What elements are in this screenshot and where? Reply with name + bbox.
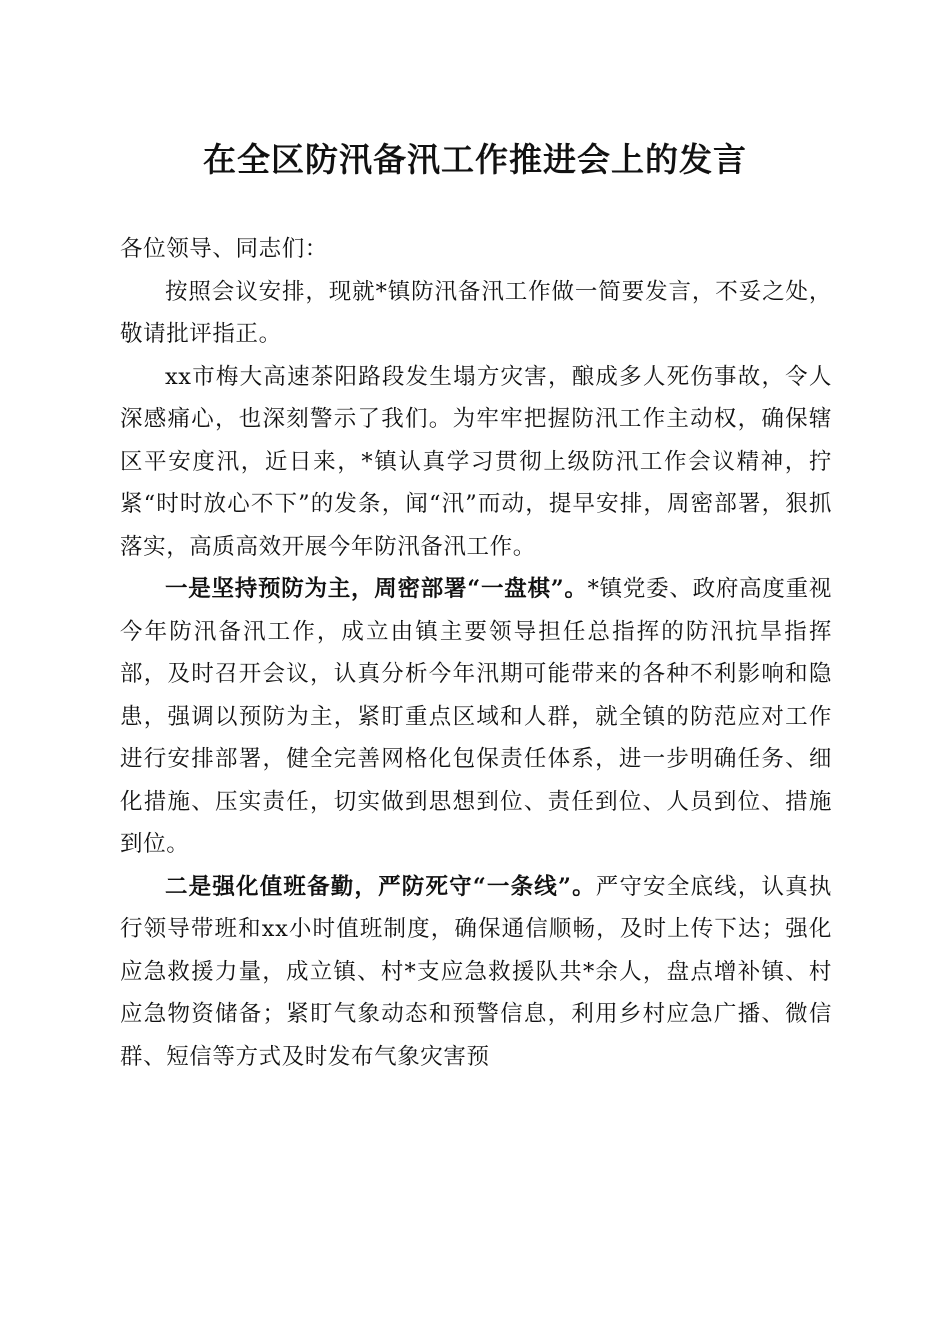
paragraph-text: *镇党委、政府高度重视今年防汛备汛工作，成立由镇主要领导担任总指挥的防汛抗旱指挥部，及时召开会议，认真分析今年汛期可能带来的各种不利影响和隐患，强调以预防为主，紧盯重点区域和人群，就全镇的防范应对工作进行安排部署，健全完善网格化包保责任体系，进一步明确任务、细化措施、压实责任，切实做到思想到位、责任到位、人员到位、措施到位。	[120, 576, 832, 857]
paragraph-lead: 二是强化值班备勤，严防死守“一条线”。	[165, 873, 596, 900]
paragraph-text: 严守安全底线，认真执行领导带班和xx小时值班制度，确保通信顺畅，及时上传下达；强化应急救援力量，成立镇、村*支应急救援队共*余人，盘点增补镇、村应急物资储备；紧盯气象动态和预警信息，利用乡村应急广播、微信群、短信等方式及时发布气象灾害预	[120, 873, 832, 1070]
paragraph	[120, 866, 832, 1079]
paragraph	[120, 568, 832, 866]
paragraph	[120, 356, 832, 569]
paragraph	[120, 271, 832, 356]
document-body	[120, 228, 832, 1078]
salutation: 各位领导、同志们：	[120, 236, 328, 262]
paragraph-text: xx市梅大高速茶阳路段发生塌方灾害，酿成多人死伤事故，令人深感痛心，也深刻警示了我们。为牢牢把握防汛工作主动权，确保辖区平安度汛，近日来，*镇认真学习贯彻上级防汛工作会议精神，拧紧“时时放心不下”的发条，闻“汛”而动，提早安排，周密部署，狠抓落实，高质高效开展今年防汛备汛工作。	[120, 363, 832, 560]
document-title: 在全区防汛备汛工作推进会上的发言	[203, 140, 747, 179]
paragraph-text: 按照会议安排，现就*镇防汛备汛工作做一简要发言，不妥之处，敬请批评指正。	[120, 278, 832, 347]
paragraph-lead: 一是坚持预防为主，周密部署“一盘棋”。	[165, 576, 588, 602]
